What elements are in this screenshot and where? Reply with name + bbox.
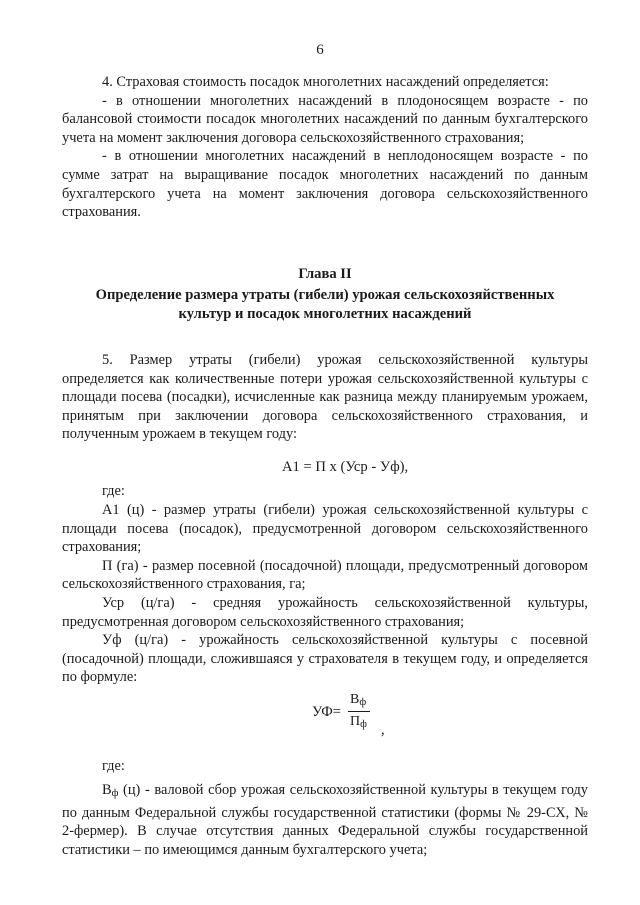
section-4-item-1: - в отношении многолетних насаждений в плодоносящем возрасте - по балансовой стоимости посадок многолетних насаждений по данным бухгалтерского учета на момент заключения договора сельскохозяйственного страхования; — [62, 92, 588, 146]
chapter-title-line-2: культур и посадок многолетних насаждений — [178, 306, 472, 322]
definition-vf — [62, 781, 588, 859]
chapter-label: Глава II — [298, 266, 352, 282]
where-label: где: — [102, 483, 125, 499]
definition-ucp: Уср (ц/га) - средняя урожайность сельскохозяйственной культуры, предусмотренная договором сельскохозяйственного страхования; — [62, 594, 588, 630]
section-4 — [62, 73, 588, 222]
definition-p: П (га) - размер посевной (посадочной) площади, предусмотренный договором сельскохозяйственного страхования, га; — [62, 557, 588, 593]
formula-uf-comma: , — [381, 722, 385, 738]
section-5-text: 5. Размер утраты (гибели) урожая сельскохозяйственной культуры определяется как количественные потери урожая сельскохозяйственной культуры с площади посева (посадки), исчисленные как разница между планируемым урожаем, принятым при заключении договора сельскохозяйственного страхования, и полученным урожаем в текущем году: — [62, 352, 588, 443]
denominator-subscript: ф — [360, 719, 367, 730]
definition-uf: Уф (ц/га) - урожайность сельскохозяйственной культуры с посевной (посадочной) площади, сложившаяся у страхователя в текущем году, и определяется по формуле: — [62, 632, 588, 686]
formula-uf-denominator — [350, 714, 367, 730]
formula-uf-lhs: УФ= — [312, 704, 342, 720]
vf-subscript: ф — [111, 788, 119, 799]
fraction-bar — [348, 711, 370, 712]
vf-description: (ц) - валовой сбор урожая сельскохозяйственной культуры в текущем году по данным Федеральной службы государственной статистики (формы № 29-СХ, № 2-фермер). В случае отсутствия данных Федеральной службы государственной статистики – по имеющимся данным бухгалтерского учета; — [62, 782, 588, 858]
formula-a1: А1 = П х (Уср - Уф), — [282, 459, 409, 475]
numerator-subscript: ф — [359, 697, 367, 708]
chapter-title-line-1: Определение размера утраты (гибели) урожая сельскохозяйственных — [95, 287, 555, 303]
where-label-2: где: — [102, 758, 125, 774]
section-4-item-2: - в отношении многолетних насаждений в неплодоносящем возрасте - по сумме затрат на выращивание посадок многолетних насаждений по данным бухгалтерского учета на момент заключения договора сельскохозяйственного страхования. — [62, 148, 588, 221]
formula-uf-numerator — [350, 692, 366, 708]
definition-vf-block — [62, 781, 588, 859]
vf-letter: В — [102, 782, 112, 798]
definition-a1: А1 (ц) - размер утраты (гибели) урожая сельскохозяйственной культуры с площади посева (посадок), предусмотренной договором сельскохозяйственного страхования; — [62, 502, 588, 556]
definitions-list — [62, 501, 588, 687]
vf-symbol — [102, 782, 118, 798]
section-5 — [62, 351, 588, 444]
page-number: 6 — [316, 42, 324, 58]
section-4-intro: 4. Страховая стоимость посадок многолетних насаждений определяется: — [102, 74, 549, 90]
denominator-symbol: П — [350, 714, 361, 729]
numerator-symbol: В — [350, 692, 360, 707]
